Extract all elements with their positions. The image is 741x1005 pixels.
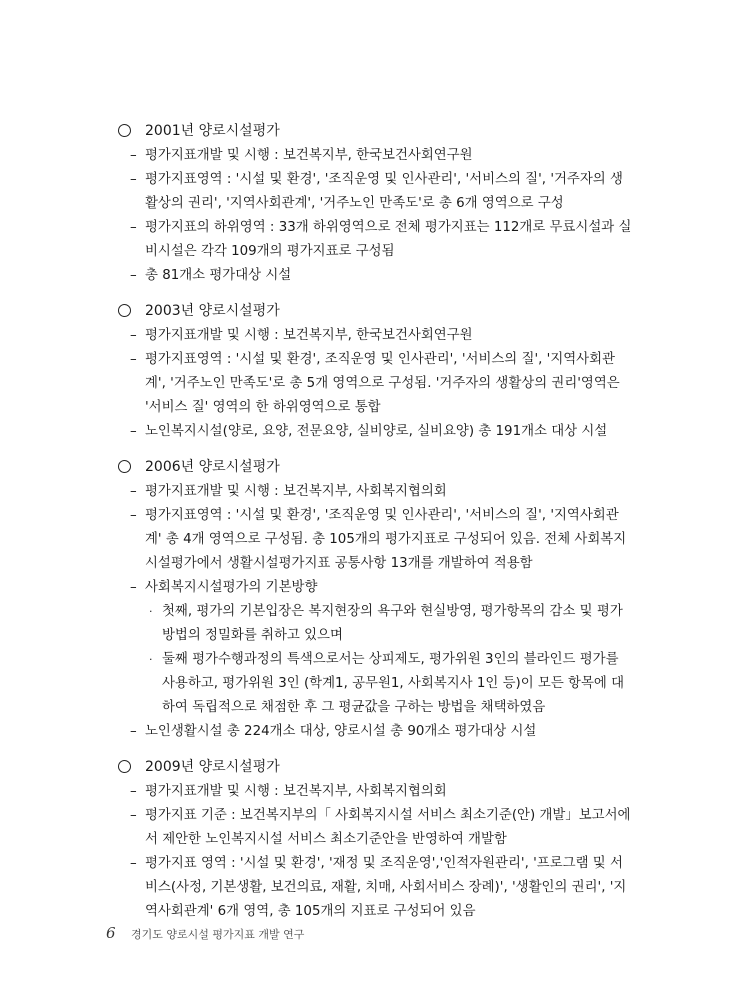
list-item: – 평가지표개발 및 시행 : 보건복지부, 한국보건사회연구원: [130, 328, 473, 343]
list-item: – 총 81개소 평가대상 시설: [130, 268, 292, 283]
section-title: 2001년 양로시설평가: [145, 123, 280, 139]
section-title: 2003년 양로시설평가: [145, 303, 280, 319]
list-item: – 평가지표개발 및 시행 : 보건복지부, 한국보건사회연구원: [130, 148, 473, 163]
page-footer: [106, 924, 304, 942]
list-item: – 노인복지시설(양로, 요양, 전문요양, 실비양로, 실비요양) 총 191개소 대상 시설: [130, 424, 608, 439]
page-number: 6: [106, 924, 116, 942]
list-item: – 평가지표개발 및 시행 : 보건복지부, 사회복지협의회: [130, 784, 447, 799]
list-item: – 평가지표영역 : '시설 및 환경', 조직운영 및 인사관리', '서비스의 질', '지역사회관계', '거주노인 만족도'로 총 5개 영역으로 구성됨. '거주자의 생활상의 권리'영역은 '서비스 질' 영역의 한 하위영역으로 통합: [130, 352, 620, 415]
footer-title: 경기도 양로시설 평가지표 개발 연구: [131, 928, 305, 941]
section-2003: [0, 298, 741, 444]
section-2009: [0, 754, 741, 924]
circle-bullet-icon: [118, 460, 131, 473]
document-body: [0, 118, 741, 934]
section-title: 2006년 양로시설평가: [145, 459, 280, 475]
section-title: 2009년 양로시설평가: [145, 759, 280, 775]
sub-list-item: · 둘째 평가수행과정의 특색으로서는 상피제도, 평가위원 3인의 블라인드 평가를 사용하고, 평가위원 3인 (학계1, 공무원1, 사회복지사 1인 등)이 모든 항목에 대하여 독립적으로 채점한 후 그 평균값을 구하는 방법을 채택하였음: [149, 652, 625, 715]
section-2001: [0, 118, 741, 288]
list-item: – 평가지표개발 및 시행 : 보건복지부, 사회복지협의회: [130, 484, 447, 499]
list-item: – 평가지표 기준 : 보건복지부의「 사회복지시설 서비스 최소기준(안) 개발」보고서에서 제안한 노인복지시설 서비스 최소기준안을 반영하여 개발함: [130, 808, 631, 847]
list-item: – 평가지표 영역 : '시설 및 환경', '재정 및 조직운영','인적자원관리', '프로그램 및 서비스(사정, 기본생활, 보건의료, 재활, 치매, 사회서비스 장례)', '생활인의 권리', '지역사회관계' 6개 영역, 총 105개의 지표로 구성되어 있음: [130, 856, 627, 919]
circle-bullet-icon: [118, 304, 131, 317]
list-item: – 평가지표영역 : '시설 및 환경', '조직운영 및 인사관리', '서비스의 질', '거주자의 생활상의 권리', '지역사회관계', '거주노인 만족도'로 총 6개 영역으로 구성: [130, 172, 623, 211]
section-2006: [0, 454, 741, 744]
list-item: – 노인생활시설 총 224개소 대상, 양로시설 총 90개소 평가대상 시설: [130, 724, 537, 739]
circle-bullet-icon: [118, 760, 131, 773]
circle-bullet-icon: [118, 124, 131, 137]
list-item: – 평가지표영역 : '시설 및 환경', '조직운영 및 인사관리', '서비스의 질', '지역사회관계' 총 4개 영역으로 구성됨. 총 105개의 평가지표로 구성되어 있음. 전체 사회복지시설평가에서 생활시설평가지표 공통사항 13개를 개발하여 적용함: [130, 508, 627, 571]
list-item: – 평가지표의 하위영역 : 33개 하위영역으로 전체 평가지표는 112개로 무료시설과 실비시설은 각각 109개의 평가지표로 구성됨: [130, 220, 632, 259]
list-item: – 사회복지시설평가의 기본방향: [130, 580, 318, 595]
sub-list-item: · 첫째, 평가의 기본입장은 복지현장의 욕구와 현실방영, 평가항목의 감소 및 평가방법의 정밀화를 취하고 있으며: [149, 604, 623, 643]
